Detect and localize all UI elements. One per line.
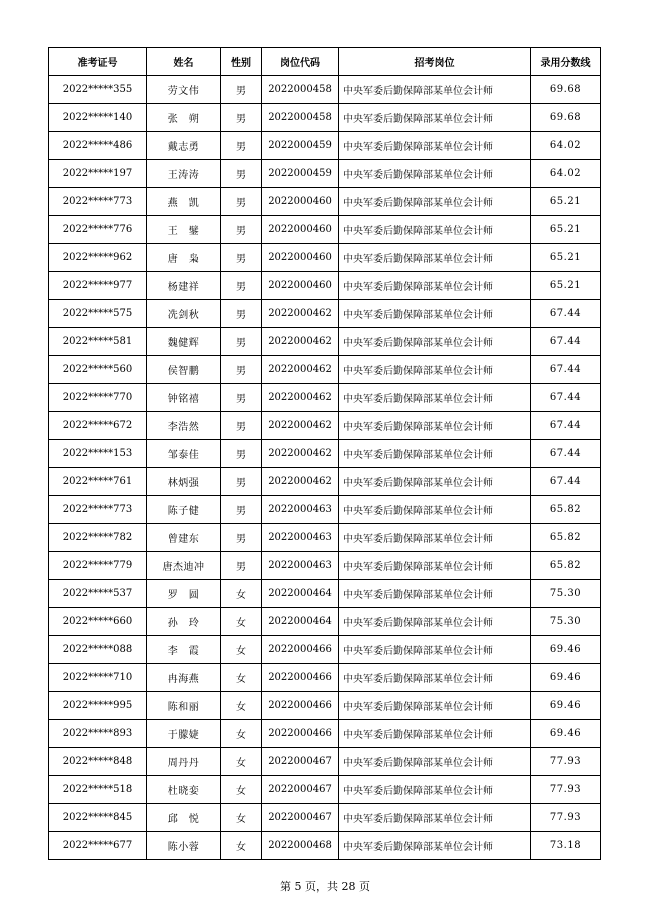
name-cell: 罗 圆 [147,580,221,608]
post-title-cell: 中央军委后勤保障部某单位会计师 [339,328,531,356]
name-cell: 钟铭禧 [147,384,221,412]
score-cell: 69.46 [531,664,601,692]
table-row [49,804,601,832]
exam-id-cell: 2022*****995 [49,692,147,720]
exam-id-cell: 2022*****773 [49,496,147,524]
name-cell: 陈子健 [147,496,221,524]
header-name: 姓名 [147,48,221,76]
score-cell: 67.44 [531,440,601,468]
exam-id-cell: 2022*****486 [49,132,147,160]
score-cell: 69.46 [531,636,601,664]
table-row [49,272,601,300]
table-row [49,664,601,692]
table-row [49,104,601,132]
table-row [49,468,601,496]
post-code-cell: 2022000464 [262,580,339,608]
gender-cell: 女 [221,720,262,748]
exam-id-cell: 2022*****782 [49,524,147,552]
table-row [49,188,601,216]
post-title-cell: 中央军委后勤保障部某单位会计师 [339,104,531,132]
post-title-cell: 中央军委后勤保障部某单位会计师 [339,132,531,160]
post-title-cell: 中央军委后勤保障部某单位会计师 [339,76,531,104]
header-post-title: 招考岗位 [339,48,531,76]
name-cell: 曾建东 [147,524,221,552]
post-title-cell: 中央军委后勤保障部某单位会计师 [339,412,531,440]
exam-id-cell: 2022*****581 [49,328,147,356]
gender-cell: 男 [221,216,262,244]
name-cell: 于朦婕 [147,720,221,748]
exam-id-cell: 2022*****962 [49,244,147,272]
table-row [49,328,601,356]
gender-cell: 男 [221,244,262,272]
score-cell: 65.21 [531,188,601,216]
name-cell: 劳文伟 [147,76,221,104]
gender-cell: 女 [221,804,262,832]
gender-cell: 男 [221,384,262,412]
score-cell: 65.82 [531,552,601,580]
header-exam-id: 准考证号 [49,48,147,76]
post-code-cell: 2022000462 [262,356,339,384]
header-post-code: 岗位代码 [262,48,339,76]
score-cell: 77.93 [531,748,601,776]
name-cell: 陈和丽 [147,692,221,720]
post-code-cell: 2022000466 [262,664,339,692]
score-cell: 67.44 [531,328,601,356]
post-code-cell: 2022000462 [262,468,339,496]
name-cell: 燕 凯 [147,188,221,216]
score-cell: 65.82 [531,496,601,524]
post-title-cell: 中央军委后勤保障部某单位会计师 [339,300,531,328]
score-cell: 69.46 [531,692,601,720]
name-cell: 杨建祥 [147,272,221,300]
post-title-cell: 中央军委后勤保障部某单位会计师 [339,776,531,804]
table-row [49,692,601,720]
gender-cell: 男 [221,468,262,496]
table-row [49,356,601,384]
table-row [49,412,601,440]
score-cell: 64.02 [531,132,601,160]
exam-id-cell: 2022*****677 [49,832,147,860]
post-code-cell: 2022000466 [262,636,339,664]
exam-id-cell: 2022*****773 [49,188,147,216]
post-title-cell: 中央军委后勤保障部某单位会计师 [339,216,531,244]
gender-cell: 女 [221,692,262,720]
table-header-row [49,48,601,76]
table-row [49,552,601,580]
post-code-cell: 2022000462 [262,328,339,356]
table-row [49,832,601,860]
exam-id-cell: 2022*****560 [49,356,147,384]
name-cell: 唐 枭 [147,244,221,272]
exam-id-cell: 2022*****845 [49,804,147,832]
post-title-cell: 中央军委后勤保障部某单位会计师 [339,552,531,580]
gender-cell: 女 [221,636,262,664]
exam-id-cell: 2022*****848 [49,748,147,776]
name-cell: 唐杰迪冲 [147,552,221,580]
gender-cell: 男 [221,300,262,328]
score-cell: 77.93 [531,804,601,832]
post-title-cell: 中央军委后勤保障部某单位会计师 [339,748,531,776]
name-cell: 戴志勇 [147,132,221,160]
table-row [49,440,601,468]
post-code-cell: 2022000460 [262,216,339,244]
exam-id-cell: 2022*****710 [49,664,147,692]
exam-id-cell: 2022*****770 [49,384,147,412]
post-code-cell: 2022000460 [262,272,339,300]
exam-id-cell: 2022*****977 [49,272,147,300]
table-row [49,636,601,664]
post-title-cell: 中央军委后勤保障部某单位会计师 [339,720,531,748]
post-code-cell: 2022000462 [262,412,339,440]
gender-cell: 女 [221,748,262,776]
name-cell: 魏健辉 [147,328,221,356]
post-code-cell: 2022000466 [262,692,339,720]
name-cell: 李浩然 [147,412,221,440]
name-cell: 周丹丹 [147,748,221,776]
score-cell: 77.93 [531,776,601,804]
exam-id-cell: 2022*****153 [49,440,147,468]
name-cell: 王 鐾 [147,216,221,244]
name-cell: 张 朔 [147,104,221,132]
name-cell: 邱 悦 [147,804,221,832]
name-cell: 孙 玲 [147,608,221,636]
gender-cell: 女 [221,776,262,804]
table-row [49,524,601,552]
table-body [49,76,601,860]
post-code-cell: 2022000463 [262,524,339,552]
table-row [49,384,601,412]
post-code-cell: 2022000460 [262,244,339,272]
post-title-cell: 中央军委后勤保障部某单位会计师 [339,160,531,188]
post-code-cell: 2022000463 [262,552,339,580]
post-title-cell: 中央军委后勤保障部某单位会计师 [339,468,531,496]
post-code-cell: 2022000467 [262,748,339,776]
gender-cell: 女 [221,832,262,860]
post-title-cell: 中央军委后勤保障部某单位会计师 [339,692,531,720]
exam-id-cell: 2022*****197 [49,160,147,188]
table-row [49,132,601,160]
post-title-cell: 中央军委后勤保障部某单位会计师 [339,440,531,468]
table-row [49,748,601,776]
score-cell: 65.21 [531,216,601,244]
table-row [49,216,601,244]
table-row [49,608,601,636]
score-cell: 67.44 [531,384,601,412]
score-cell: 73.18 [531,832,601,860]
post-code-cell: 2022000467 [262,804,339,832]
post-title-cell: 中央军委后勤保障部某单位会计师 [339,356,531,384]
name-cell: 李 霞 [147,636,221,664]
gender-cell: 男 [221,496,262,524]
exam-id-cell: 2022*****088 [49,636,147,664]
score-cell: 65.82 [531,524,601,552]
post-code-cell: 2022000460 [262,188,339,216]
post-title-cell: 中央军委后勤保障部某单位会计师 [339,580,531,608]
post-title-cell: 中央军委后勤保障部某单位会计师 [339,608,531,636]
gender-cell: 男 [221,160,262,188]
exam-id-cell: 2022*****140 [49,104,147,132]
gender-cell: 女 [221,664,262,692]
gender-cell: 男 [221,132,262,160]
gender-cell: 女 [221,580,262,608]
gender-cell: 男 [221,356,262,384]
post-code-cell: 2022000462 [262,300,339,328]
score-cell: 65.21 [531,244,601,272]
exam-id-cell: 2022*****355 [49,76,147,104]
gender-cell: 男 [221,76,262,104]
score-cell: 69.68 [531,104,601,132]
gender-cell: 男 [221,440,262,468]
gender-cell: 男 [221,328,262,356]
table-row [49,720,601,748]
gender-cell: 男 [221,524,262,552]
page-number: 第 5 页，共 28 页 [280,880,370,893]
gender-cell: 女 [221,608,262,636]
score-cell: 75.30 [531,580,601,608]
post-code-cell: 2022000467 [262,776,339,804]
exam-id-cell: 2022*****518 [49,776,147,804]
score-cell: 69.46 [531,720,601,748]
exam-id-cell: 2022*****779 [49,552,147,580]
name-cell: 侯智鹏 [147,356,221,384]
post-title-cell: 中央军委后勤保障部某单位会计师 [339,524,531,552]
post-title-cell: 中央军委后勤保障部某单位会计师 [339,244,531,272]
exam-id-cell: 2022*****575 [49,300,147,328]
post-title-cell: 中央军委后勤保障部某单位会计师 [339,496,531,524]
gender-cell: 男 [221,552,262,580]
exam-id-cell: 2022*****776 [49,216,147,244]
score-cell: 75.30 [531,608,601,636]
name-cell: 林炳强 [147,468,221,496]
name-cell: 冉海燕 [147,664,221,692]
post-code-cell: 2022000468 [262,832,339,860]
score-cell: 67.44 [531,412,601,440]
header-score-line: 录用分数线 [531,48,601,76]
name-cell: 王涛涛 [147,160,221,188]
table-row [49,580,601,608]
name-cell: 杜晓娈 [147,776,221,804]
gender-cell: 男 [221,412,262,440]
post-code-cell: 2022000463 [262,496,339,524]
post-code-cell: 2022000462 [262,440,339,468]
post-title-cell: 中央军委后勤保障部某单位会计师 [339,636,531,664]
post-code-cell: 2022000459 [262,160,339,188]
results-table [48,47,601,860]
score-cell: 67.44 [531,300,601,328]
post-title-cell: 中央军委后勤保障部某单位会计师 [339,664,531,692]
post-title-cell: 中央军委后勤保障部某单位会计师 [339,804,531,832]
table-row [49,300,601,328]
results-table-container [48,47,600,860]
score-cell: 64.02 [531,160,601,188]
exam-id-cell: 2022*****537 [49,580,147,608]
post-title-cell: 中央军委后勤保障部某单位会计师 [339,272,531,300]
name-cell: 陈小蓉 [147,832,221,860]
gender-cell: 男 [221,188,262,216]
name-cell: 邹泰佳 [147,440,221,468]
table-row [49,776,601,804]
score-cell: 65.21 [531,272,601,300]
post-code-cell: 2022000459 [262,132,339,160]
table-row [49,76,601,104]
score-cell: 67.44 [531,356,601,384]
table-row [49,160,601,188]
post-code-cell: 2022000462 [262,384,339,412]
post-code-cell: 2022000458 [262,76,339,104]
gender-cell: 男 [221,272,262,300]
post-title-cell: 中央军委后勤保障部某单位会计师 [339,832,531,860]
exam-id-cell: 2022*****893 [49,720,147,748]
exam-id-cell: 2022*****761 [49,468,147,496]
table-row [49,244,601,272]
post-code-cell: 2022000458 [262,104,339,132]
table-row [49,496,601,524]
gender-cell: 男 [221,104,262,132]
post-title-cell: 中央军委后勤保障部某单位会计师 [339,188,531,216]
post-code-cell: 2022000464 [262,608,339,636]
score-cell: 69.68 [531,76,601,104]
score-cell: 67.44 [531,468,601,496]
post-title-cell: 中央军委后勤保障部某单位会计师 [339,384,531,412]
post-code-cell: 2022000466 [262,720,339,748]
exam-id-cell: 2022*****672 [49,412,147,440]
name-cell: 冼剑秋 [147,300,221,328]
exam-id-cell: 2022*****660 [49,608,147,636]
header-gender: 性别 [221,48,262,76]
